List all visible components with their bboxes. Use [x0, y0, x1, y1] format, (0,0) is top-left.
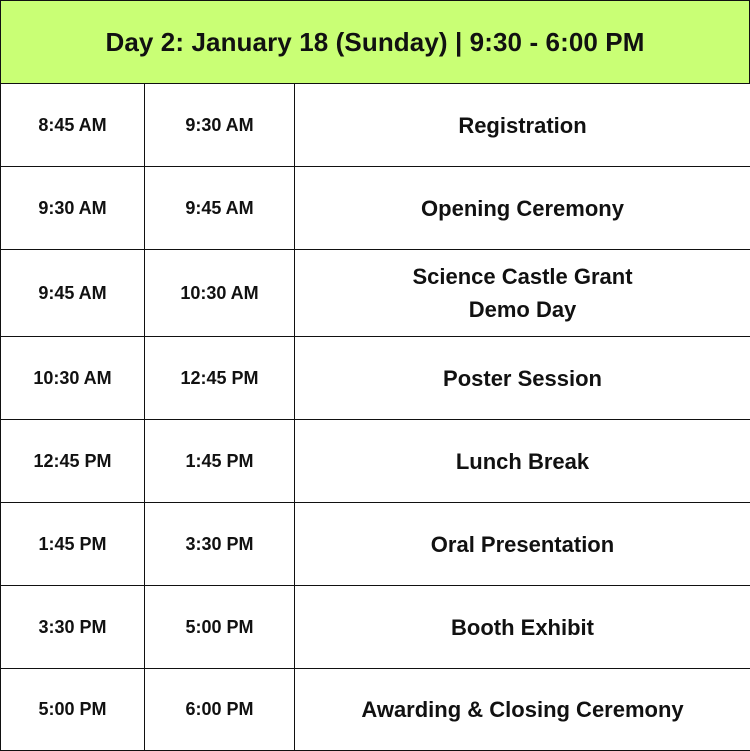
- schedule-title: Day 2: January 18 (Sunday) | 9:30 - 6:00 PM: [105, 27, 644, 58]
- start-time: 8:45 AM: [1, 84, 145, 167]
- start-time: 9:30 AM: [1, 167, 145, 250]
- end-time: 1:45 PM: [145, 420, 295, 503]
- end-time: 3:30 PM: [145, 503, 295, 586]
- end-time: 12:45 PM: [145, 337, 295, 420]
- event-name: [295, 84, 750, 167]
- event-line: Awarding & Closing Ceremony: [295, 693, 750, 726]
- event-name: [295, 250, 750, 337]
- end-time: 5:00 PM: [145, 586, 295, 669]
- start-time: 9:45 AM: [1, 250, 145, 337]
- end-time: 10:30 AM: [145, 250, 295, 337]
- table-row: [1, 337, 750, 420]
- event-line: Science Castle Grant: [295, 260, 750, 293]
- end-time: 9:30 AM: [145, 84, 295, 167]
- end-time: 9:45 AM: [145, 167, 295, 250]
- start-time: 1:45 PM: [1, 503, 145, 586]
- table-row: [1, 503, 750, 586]
- table-row: [1, 669, 750, 751]
- end-time: 6:00 PM: [145, 669, 295, 751]
- event-line: Oral Presentation: [295, 528, 750, 561]
- event-name: [295, 586, 750, 669]
- start-time: 5:00 PM: [1, 669, 145, 751]
- event-name: [295, 420, 750, 503]
- table-row: [1, 167, 750, 250]
- start-time: 3:30 PM: [1, 586, 145, 669]
- event-name: [295, 669, 750, 751]
- event-line: Opening Ceremony: [295, 192, 750, 225]
- event-line: Poster Session: [295, 362, 750, 395]
- event-name: [295, 337, 750, 420]
- event-line: Demo Day: [295, 293, 750, 326]
- start-time: 12:45 PM: [1, 420, 145, 503]
- event-line: Registration: [295, 109, 750, 142]
- table-row: [1, 586, 750, 669]
- event-line: Lunch Break: [295, 445, 750, 478]
- start-time: 10:30 AM: [1, 337, 145, 420]
- event-line: Booth Exhibit: [295, 611, 750, 644]
- schedule-header: [0, 0, 750, 84]
- table-row: [1, 84, 750, 167]
- table-row: [1, 250, 750, 337]
- event-name: [295, 503, 750, 586]
- table-row: [1, 420, 750, 503]
- event-name: [295, 167, 750, 250]
- schedule-table: [0, 83, 750, 751]
